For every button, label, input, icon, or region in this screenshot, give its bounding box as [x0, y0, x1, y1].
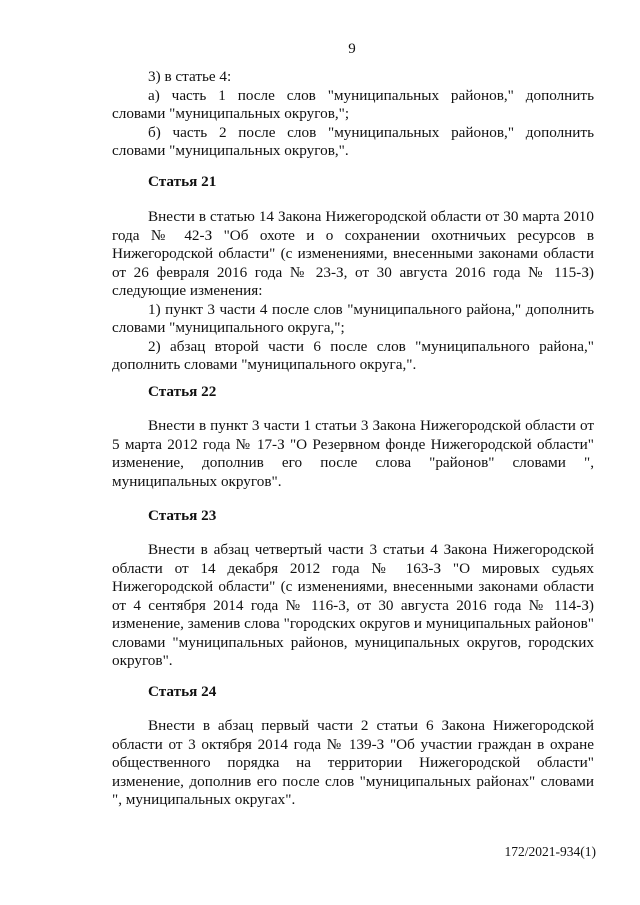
intro-item: 3) в статье 4: [148, 68, 232, 85]
document-code: 172/2021-934(1) [504, 844, 596, 859]
page-number: 9 [348, 41, 356, 57]
intro-item: а) часть 1 после слов "муниципальных районов," дополнить словами "муниципальных округов,"; [112, 86, 594, 122]
article-heading-21: Статья 21 [148, 173, 217, 190]
article-paragraph: 1) пункт 3 части 4 после слов "муниципального района," дополнить словами "муниципального округа,"; [112, 300, 594, 336]
article-heading-22: Статья 22 [148, 383, 217, 400]
article-paragraph: Внести в пункт 3 части 1 статьи 3 Закона Нижегородской области от 5 марта 2012 года № 17-З "О Резервном фонде Нижегородской области" изменение, дополнив его после слова "районов" словами ", муниципальных округов". [112, 417, 594, 490]
article-paragraph: Внести в абзац четвертый части 3 статьи 4 Закона Нижегородской области от 14 декабря 2012 года № 163-З "О мировых судьях Нижегородской области" (с изменениями, внесенными законами области от 4 сентября 2014 года № 116-З, от 30 августа 2016 года № 114-З) изменение, заменив слова "городских округов и муниципальных районов" словами "муниципальных районов, муниципальных округов, городских округов". [112, 541, 594, 669]
article-23-body [112, 541, 594, 671]
article-paragraph: Внести в абзац первый части 2 статьи 6 Закона Нижегородской области от 3 октября 2014 года № 139-З "Об участии граждан в охране общественного порядка на территории Нижегородской области" изменение, дополнив его после слов "муниципальных районах" словами ", муниципальных округах". [112, 717, 594, 808]
intro-item: б) часть 2 после слов "муниципальных районов," дополнить словами "муниципальных округов,". [112, 123, 594, 159]
article-paragraph: 2) абзац второй части 6 после слов "муниципального района," дополнить словами "муниципального округа,". [112, 337, 594, 373]
article-22-body [112, 417, 594, 491]
article-24-body [112, 717, 594, 810]
article-heading-24: Статья 24 [148, 683, 217, 700]
article-heading-23: Статья 23 [148, 507, 217, 524]
article-21-body [112, 208, 594, 375]
article-paragraph: Внести в статью 14 Закона Нижегородской области от 30 марта 2010 года № 42-З "Об охоте и о сохранении охотничьих ресурсов в Нижегородской области" (с изменениями, внесенными законами области от 26 февраля 2016 года № 23-З, от 30 августа 2016 года № 115-З) следующие изменения: [112, 208, 594, 299]
intro-list [112, 68, 594, 161]
